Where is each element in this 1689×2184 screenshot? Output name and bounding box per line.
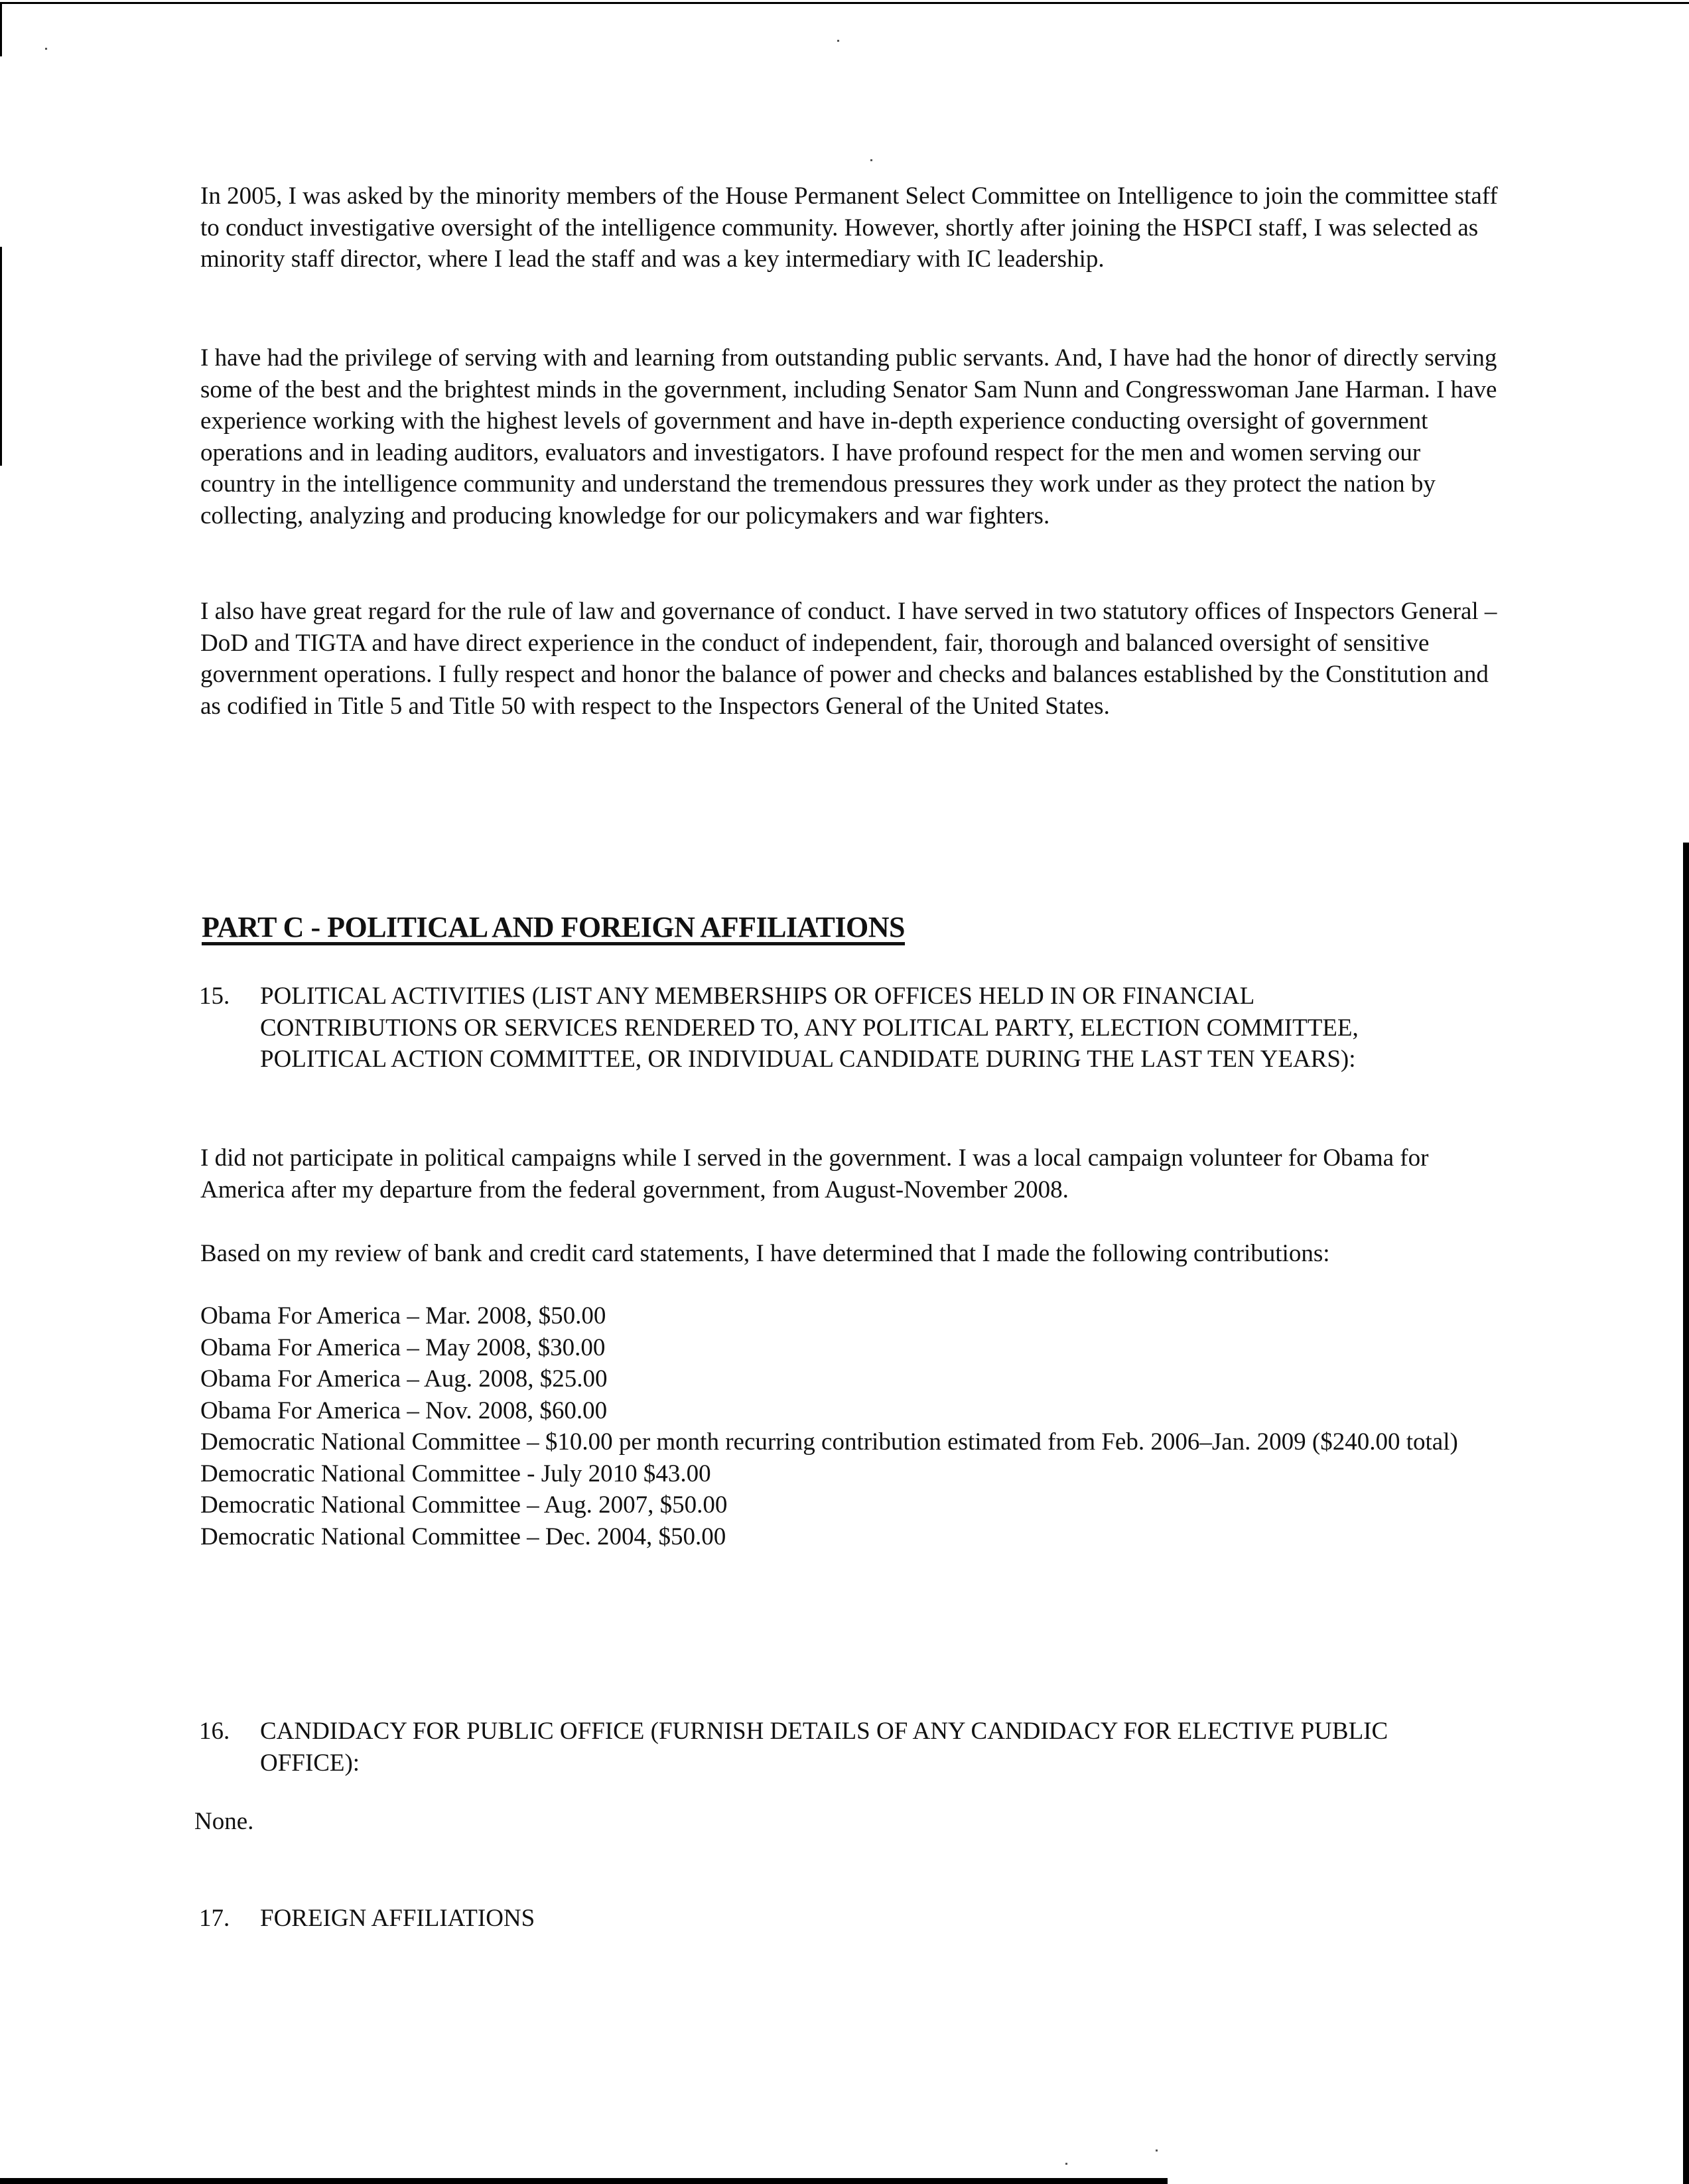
list-item: Obama For America – May 2008, $30.00 [200,1333,606,1361]
left-border-line-mid [0,247,2,466]
contributions-list [200,1300,1501,1552]
item-question: POLITICAL ACTIVITIES (LIST ANY MEMBERSHIPS OR OFFICES HELD IN OR FINANCIAL CONTRIBUTIONS OR SERVICES RENDERED TO, ANY POLITICAL PARTY, ELECTION COMMITTEE, POLITICAL ACTION COMMITTEE, OR INDIVIDUAL CANDIDATE DURING THE LAST TEN YEARS): [260,983,1359,1073]
item-question: FOREIGN AFFILIATIONS [260,1905,535,1932]
scan-speck [45,48,47,50]
paragraph-text: I did not participate in political campaigns while I served in the government. I was a local campaign volunteer for Obama for America after my departure from the federal government, from August-November 2008. [200,1144,1429,1203]
list-item: Obama For America – Nov. 2008, $60.00 [200,1397,608,1424]
top-border-line [0,2,1689,4]
paragraph-text: Based on my review of bank and credit card statements, I have determined that I made the following contributions: [200,1240,1330,1267]
right-border-line [1683,843,1689,2184]
list-item: Obama For America – Aug. 2008, $25.00 [200,1365,608,1393]
item-16 [199,1716,1459,1779]
scan-speck [1065,2163,1067,2165]
item-15 [199,981,1446,1075]
scan-speck [1156,2150,1158,2151]
item-number: 16. [199,1718,230,1745]
item-number: 15. [199,983,230,1010]
item-16-answer [194,1806,1495,1838]
list-item: Democratic National Committee – Aug. 2007, $50.00 [200,1491,728,1519]
paragraph-text: I also have great regard for the rule of law and governance of conduct. I have served in two statutory offices of Inspectors General – DoD and TIGTA and have direct experience in the conduct of independent, fair, thorough and balanced oversight of sensitive government operations. I fully respect and honor the balance of power and checks and balances established by the Constitution and as codified in Title 5 and Title 50 with respect to the Inspectors General of the United States. [200,598,1497,720]
item-15-answer-2 [200,1238,1501,1270]
list-item: Obama For America – Mar. 2008, $50.00 [200,1302,606,1330]
intro-paragraph-1 [200,180,1501,275]
left-border-line-top [0,2,2,56]
item-question: CANDIDACY FOR PUBLIC OFFICE (FURNISH DETAILS OF ANY CANDIDACY FOR ELECTIVE PUBLIC OFFICE): [260,1718,1388,1777]
list-item: Democratic National Committee - July 2010 $43.00 [200,1460,711,1487]
paragraph-text: None. [194,1808,254,1835]
bottom-border-line [0,2178,1168,2184]
list-item: Democratic National Committee – Dec. 2004, $50.00 [200,1523,726,1550]
item-15-answer-1 [200,1142,1501,1205]
list-item: Democratic National Committee – $10.00 per month recurring contribution estimated from Feb. 2006–Jan. 2009 ($240.00 total) [200,1428,1458,1456]
paragraph-text: In 2005, I was asked by the minority members of the House Permanent Select Committee on Intelligence to join the committee staff to conduct investigative oversight of the intelligence community. However, shortly after joining the HSPCI staff, I was selected as minority staff director, where I lead the staff and was a key intermediary with IC leadership. [200,182,1498,273]
intro-paragraph-3 [200,596,1501,722]
intro-paragraph-2 [200,342,1501,531]
scan-speck [870,159,872,161]
paragraph-text: I have had the privilege of serving with and learning from outstanding public servants. And, I have had the honor of directly serving some of the best and the brightest minds in the government, including Senator Sam Nunn and Congresswoman Jane Harman. I have experience working with the highest levels of government and have in-depth experience conducting oversight of government operations and in leading auditors, evaluators and investigators. I have profound respect for the men and women serving our country in the intelligence community and understand the tremendous pressures they work under as they protect the nation by collecting, analyzing and producing knowledge for our policymakers and war fighters. [200,344,1497,529]
scan-speck [837,40,839,42]
section-heading: PART C - POLITICAL AND FOREIGN AFFILIATIONS [202,911,906,943]
item-number: 17. [199,1905,230,1932]
item-17 [199,1903,1513,1935]
